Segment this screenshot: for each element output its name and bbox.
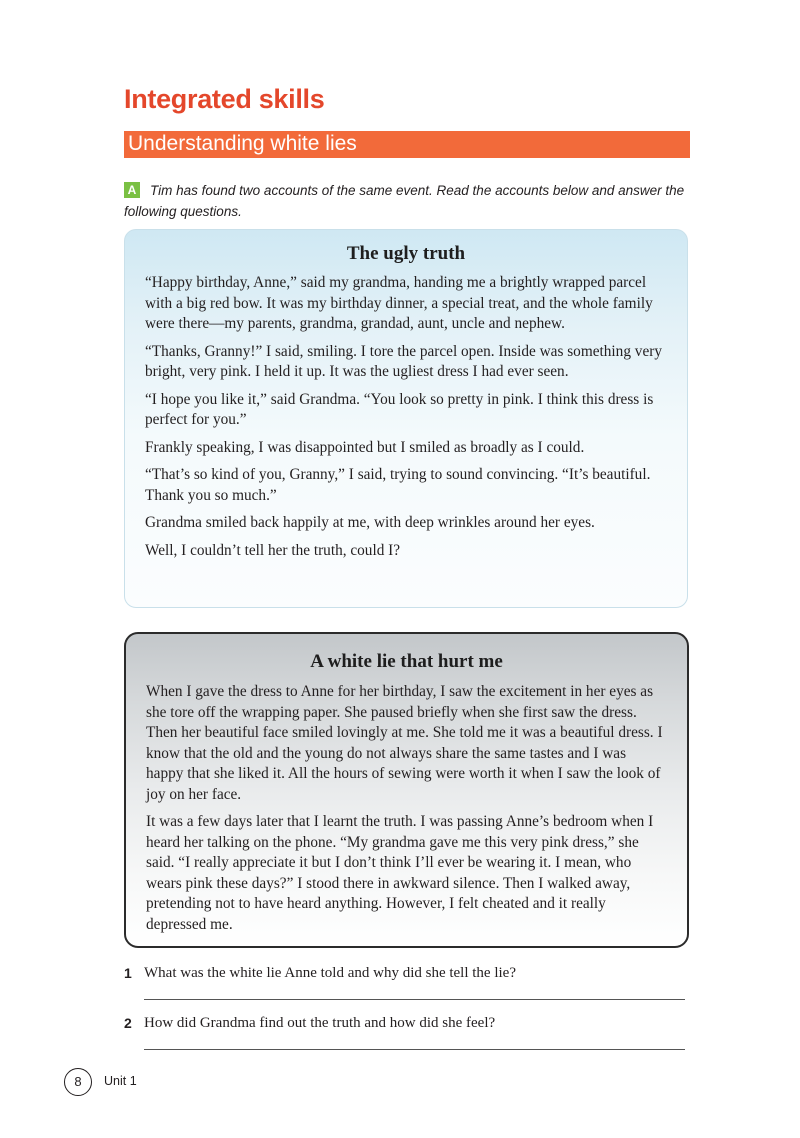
story-body [125,273,687,561]
story-box-white-lie [124,632,689,948]
story-paragraph: “Happy birthday, Anne,” said my grandma, handing me a brightly wrapped parcel with a big red bow. It was my birthday dinner, a special treat, and the whole family were there—my parents, grandma, grandad, aunt, uncle and nephew. [145,274,653,332]
section-subtitle: Understanding white lies [128,132,357,155]
answer-line[interactable] [144,999,685,1000]
story-title: A white lie that hurt me [310,651,503,672]
story-paragraph: Grandma smiled back happily at me, with deep wrinkles around her eyes. [145,514,595,531]
page-title: Integrated skills [124,84,325,114]
question-text: What was the white lie Anne told and why did she tell the lie? [144,965,516,981]
story-title: The ugly truth [346,243,466,264]
question-item [124,965,690,1015]
instruction-text: Tim has found two accounts of the same event. Read the accounts below and answer the following questions. [124,183,685,219]
story-paragraph: “That’s so kind of you, Granny,” I said, trying to sound convincing. “It’s beautiful. Thank you so much.” [145,466,651,504]
question-number: 2 [124,1015,132,1031]
question-text: How did Grandma find out the truth and how did she feel? [144,1015,496,1031]
activity-instruction [124,180,694,222]
story-paragraph: When I gave the dress to Anne for her birthday, I saw the excitement in her eyes as she tore off the wrapping paper. She paused briefly when she first saw the dress. Then her beautiful face smiled lovingly at me. She told me it was a beautiful dress. I know that the old and the young do not always share the same tastes and I was happy that she liked it. All the hours of sewing were worth it when I saw the look of joy on her face. [146,683,663,803]
story-body [126,682,687,935]
section-banner [124,131,690,158]
story-paragraph: “I hope you like it,” said Grandma. “You look so pretty in pink. I think this dress is perfect for you.” [145,390,654,428]
story-paragraph: Frankly speaking, I was disappointed but I smiled as broadly as I could. [145,438,585,456]
page-number: 8 [64,1068,92,1096]
answer-line[interactable] [144,1049,685,1050]
story-paragraph: It was a few days later that I learnt the truth. I was passing Anne’s bedroom when I heard her talking on the phone. “My grandma gave me this very pink dress,” she said. “I really appreciate it but I don’t think I’ll ever be wearing it. I mean, who wears pink these days?” I stood there in awkward silence. Then I walked away, pretending not to have heard anything. However, I felt cheated and it really depressed me. [146,813,654,933]
question-number: 1 [124,965,132,981]
unit-label: Unit 1 [104,1074,137,1088]
story-paragraph: Well, I couldn’t tell her the truth, could I? [145,541,401,559]
activity-badge: A [124,182,140,198]
question-list [124,965,690,1065]
story-paragraph: “Thanks, Granny!” I said, smiling. I tore the parcel open. Inside was something very bright, very pink. I held it up. It was the ugliest dress I had ever seen. [145,342,662,380]
question-item [124,1015,690,1065]
story-box-ugly-truth [124,229,688,608]
